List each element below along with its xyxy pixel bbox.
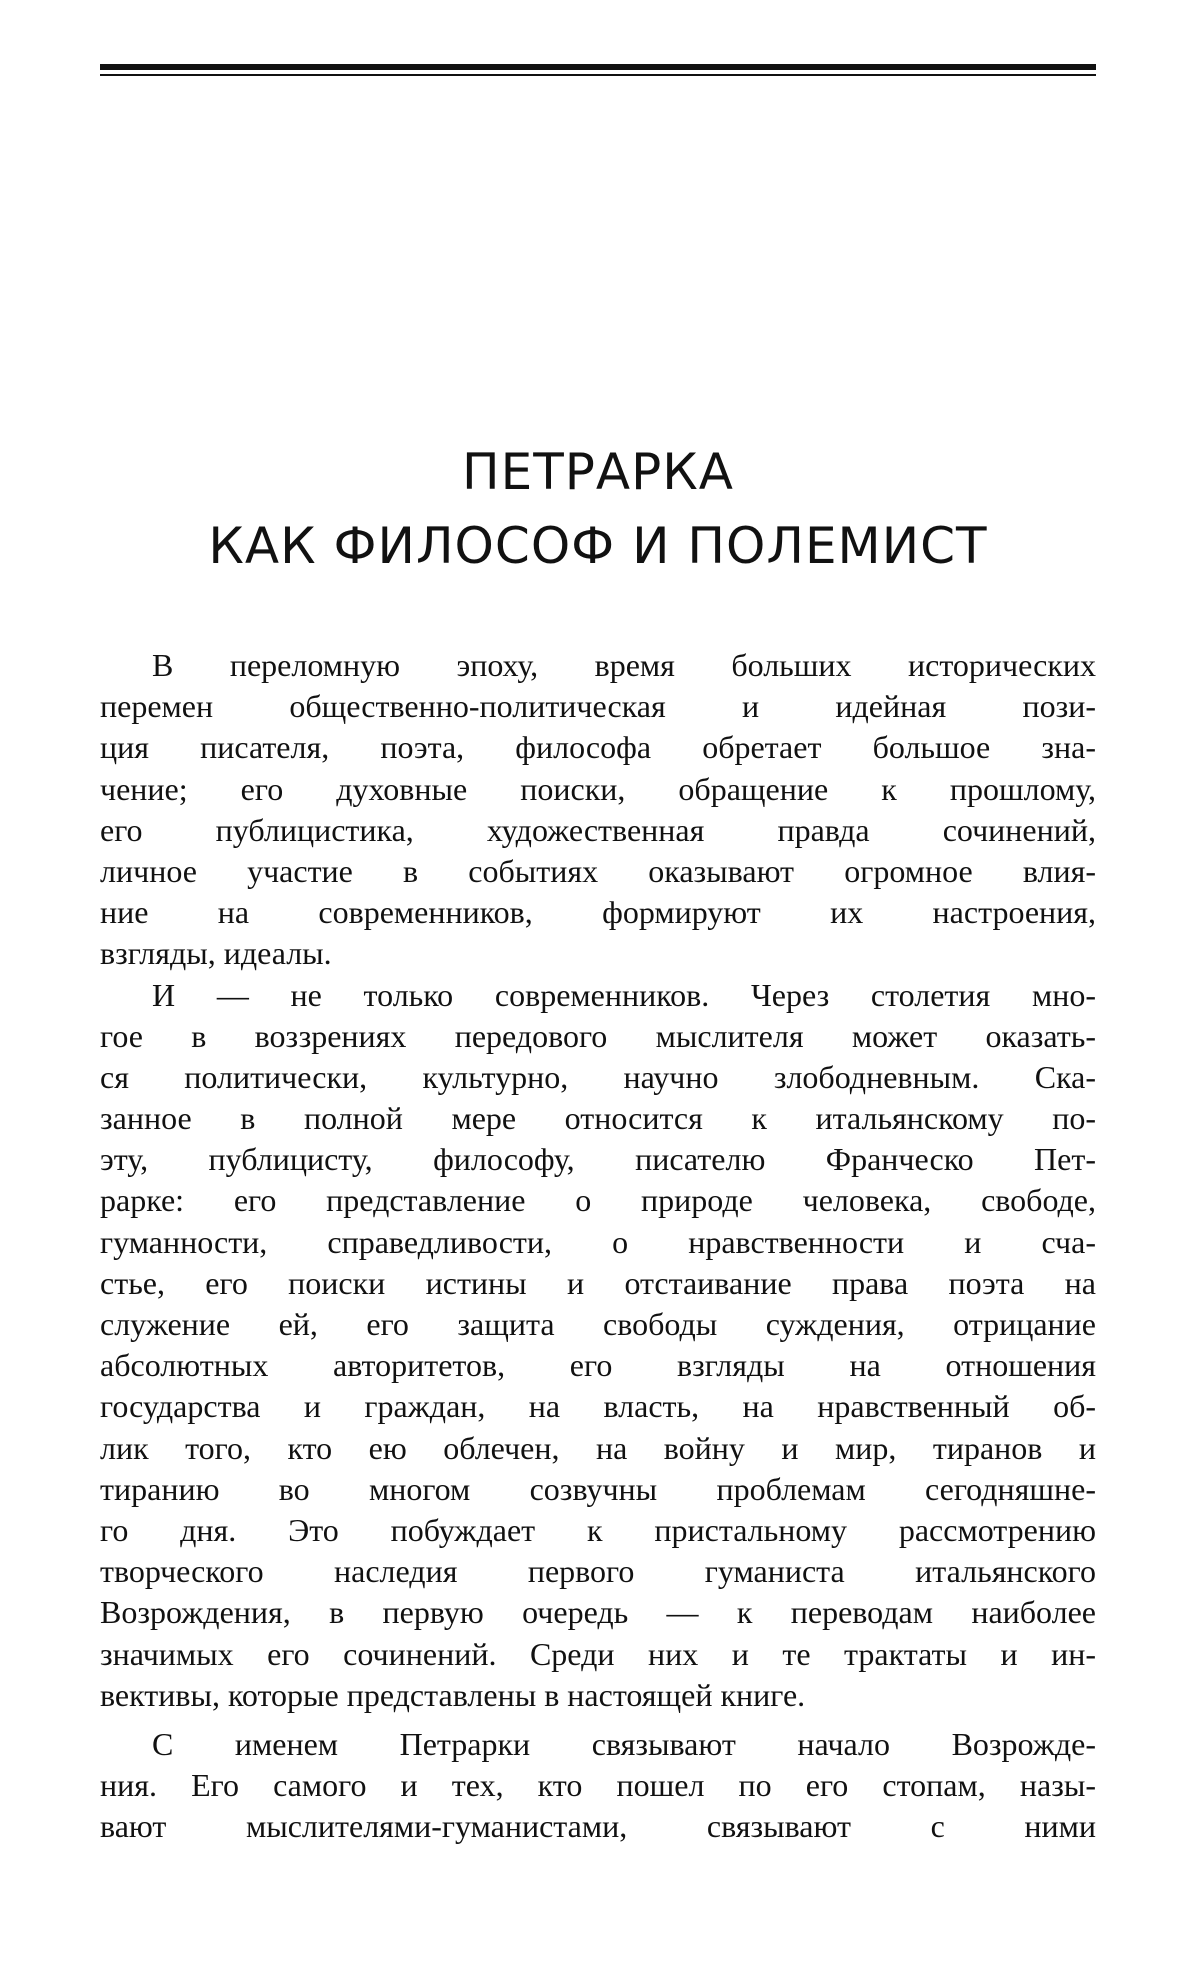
chapter-title-line-2: КАК ФИЛОСОФ И ПОЛЕМИСТ (208, 517, 988, 575)
text-line: ся политически, культурно, научно злободневным. Ска- (100, 1058, 1096, 1095)
text-line: го дня. Это побуждает к пристальному рассмотрению (100, 1511, 1096, 1548)
text-line: творческого наследия первого гуманиста итальянского (100, 1553, 1096, 1590)
text-line: значимых его сочинений. Среди них и те трактаты и ин- (100, 1635, 1096, 1672)
paragraph-3 (100, 1724, 1096, 1848)
top-rule-thin (100, 74, 1096, 76)
text-line: перемен общественно-политическая и идейная пози- (100, 688, 1096, 725)
text-line: служение ей, его защита свободы суждения, отрицание (100, 1306, 1096, 1342)
chapter-title-line-1: ПЕТРАРКА (462, 443, 734, 501)
text-line: ние на современников, формируют их настроения, (100, 894, 1096, 931)
text-line: В переломную эпоху, время больших исторических (152, 647, 1096, 683)
text-line: гуманности, справедливости, о нравственности и сча- (100, 1223, 1096, 1260)
text-line: вективы, которые представлены в настоящей книге. (100, 1676, 806, 1713)
text-line: чение; его духовные поиски, обращение к прошлому, (100, 770, 1096, 807)
paragraph-1 (100, 645, 1096, 975)
text-line: Возрождения, в первую очередь — к переводам наиболее (100, 1594, 1096, 1631)
paragraph-2 (100, 975, 1096, 1716)
text-line: ния. Его самого и тех, кто пошел по его стопам, назы- (100, 1767, 1096, 1804)
text-line: вают мыслителями-гуманистами, связывают с ними (100, 1808, 1096, 1845)
text-line: тиранию во многом созвучны проблемам сегодняшне- (100, 1470, 1096, 1507)
text-line: занное в полной мере относится к итальянскому по- (100, 1100, 1096, 1137)
text-line: ция писателя, поэта, философа обретает большое зна- (100, 729, 1096, 766)
text-line: гое в воззрениях передового мыслителя может оказать- (100, 1017, 1096, 1054)
text-line: стье, его поиски истины и отстаивание права поэта на (100, 1264, 1096, 1301)
text-line: С именем Петрарки связывают начало Возрожде- (152, 1725, 1096, 1762)
text-line: государства и граждан, на власть, на нравственный об- (100, 1388, 1096, 1425)
text-line: личное участие в событиях оказывают огромное влия- (100, 852, 1096, 889)
text-line: И — не только современников. Через столетия мно- (152, 976, 1096, 1013)
text-line: абсолютных авторитетов, его взгляды на отношения (100, 1347, 1096, 1384)
text-line: рарке: его представление о природе человека, свободе, (100, 1182, 1096, 1219)
text-line: эту, публицисту, философу, писателю Франческо Пет- (100, 1141, 1096, 1178)
text-line: лик того, кто ею облечен, на войну и мир, тиранов и (100, 1429, 1096, 1466)
text-line: его публицистика, художественная правда сочинений, (100, 811, 1096, 848)
chapter-body (100, 645, 1096, 1847)
text-line: взгляды, идеалы. (100, 935, 332, 972)
top-rule (100, 64, 1096, 70)
